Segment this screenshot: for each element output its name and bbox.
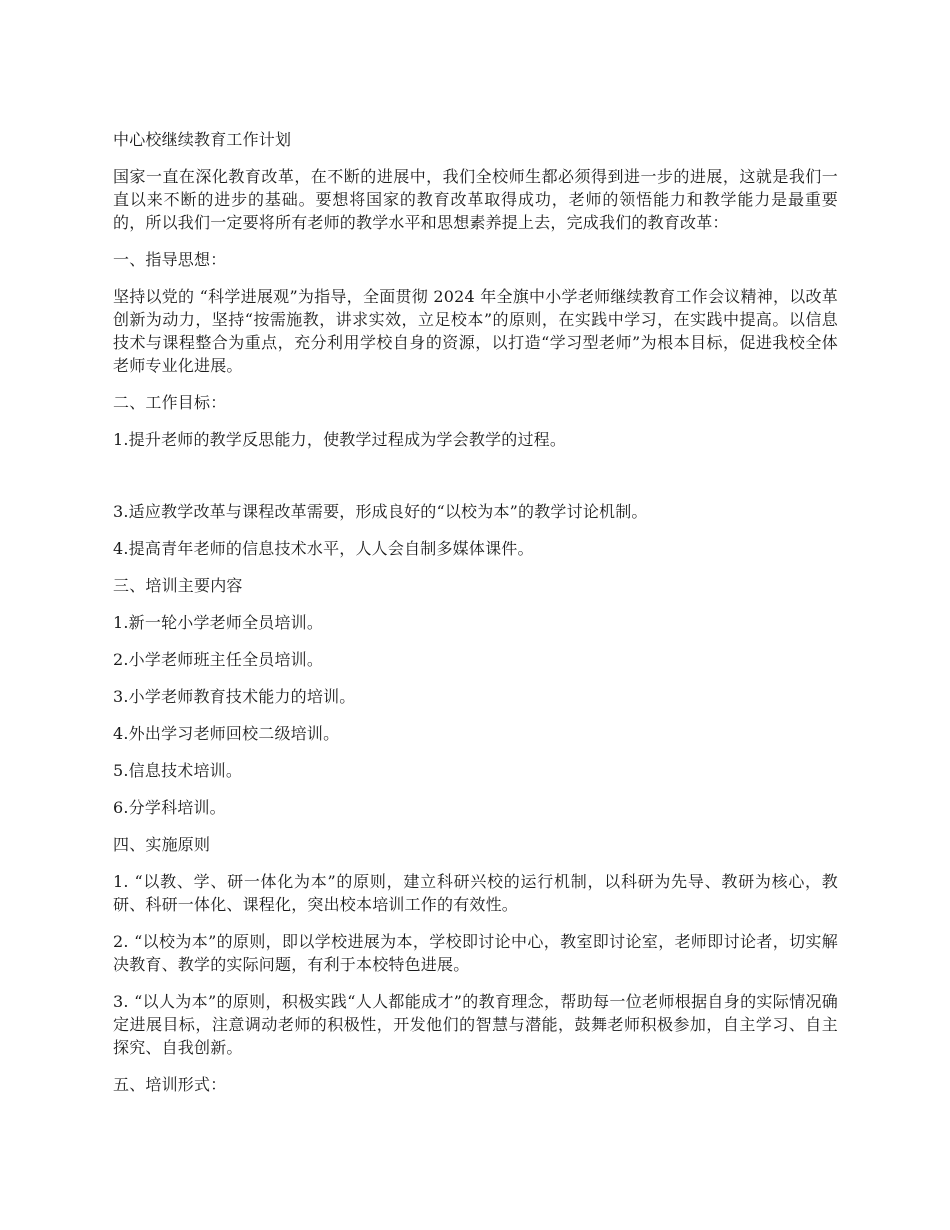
work-goal-item: 3.适应教学改革与课程改革需要，形成良好的“以校为本”的教学讨论机制。: [113, 502, 648, 521]
principle-item: 1. “以教、学、研一体化为本”的原则，建立科研兴校的运行机制，以科研为先导、教研为核心，教研、科研一体化、课程化，突出校本培训工作的有效性。: [113, 872, 838, 914]
training-content-item: 3.小学老师教育技术能力的培训。: [113, 687, 356, 706]
training-content-item: 5.信息技术培训。: [113, 761, 243, 780]
work-goal-item: 4.提高青年老师的信息技术水平，人人会自制多媒体课件。: [113, 539, 534, 558]
blank-gap: [113, 451, 838, 500]
work-goal-item: 1.提升老师的教学反思能力，使教学过程成为学会教学的过程。: [113, 430, 567, 449]
section-heading-training-format: 五、培训形式：: [113, 1075, 227, 1094]
principle-item: 3. “以人为本”的原则，积极实践“人人都能成才”的教育理念，帮助每一位老师根据自身的实际情况确定进展目标，注意调动老师的积极性，开发他们的智慧与潜能，鼓舞老师积极参加，自主学习、自主探究、自我创新。: [113, 992, 838, 1057]
intro-paragraph: 国家一直在深化教育改革，在不断的进展中，我们全校师生都必须得到进一步的进展，这就是我们一直以来不断的进步的基础。要想将国家的教育改革取得成功，老师的领悟能力和教学能力是最重要的，所以我们一定要将所有老师的教学水平和思想素养提上去，完成我们的教育改革：: [113, 167, 838, 232]
section-heading-work-goals: 二、工作目标：: [113, 393, 227, 412]
section-heading-training-content: 三、培训主要内容: [113, 576, 243, 595]
section-heading-guiding-ideology: 一、指导思想：: [113, 250, 227, 269]
training-content-item: 1.新一轮小学老师全员培训。: [113, 613, 324, 632]
principle-item: 2. “以校为本”的原则，即以学校进展为本，学校即讨论中心，教室即讨论室，老师即讨论者，切实解决教育、教学的实际问题，有利于本校特色进展。: [113, 932, 838, 974]
training-content-item: 6.分学科培训。: [113, 798, 226, 817]
document-title: 中心校继续教育工作计划: [113, 130, 292, 149]
training-content-item: 2.小学老师班主任全员培训。: [113, 650, 324, 669]
document-page: [113, 128, 838, 1110]
training-content-item: 4.外出学习老师回校二级培训。: [113, 724, 340, 743]
guiding-ideology-paragraph: 坚持以党的 “科学进展观”为指导，全面贯彻 2024 年全旗中小学老师继续教育工作会议精神，以改革创新为动力，坚持“按需施教，讲求实效，立足校本”的原则，在实践中学习，在实践中提高。以信息技术与课程整合为重点，充分利用学校自身的资源，以打造“学习型老师”为根本目标，促进我校全体老师专业化进展。: [113, 287, 838, 375]
section-heading-principles: 四、实施原则: [113, 835, 211, 854]
